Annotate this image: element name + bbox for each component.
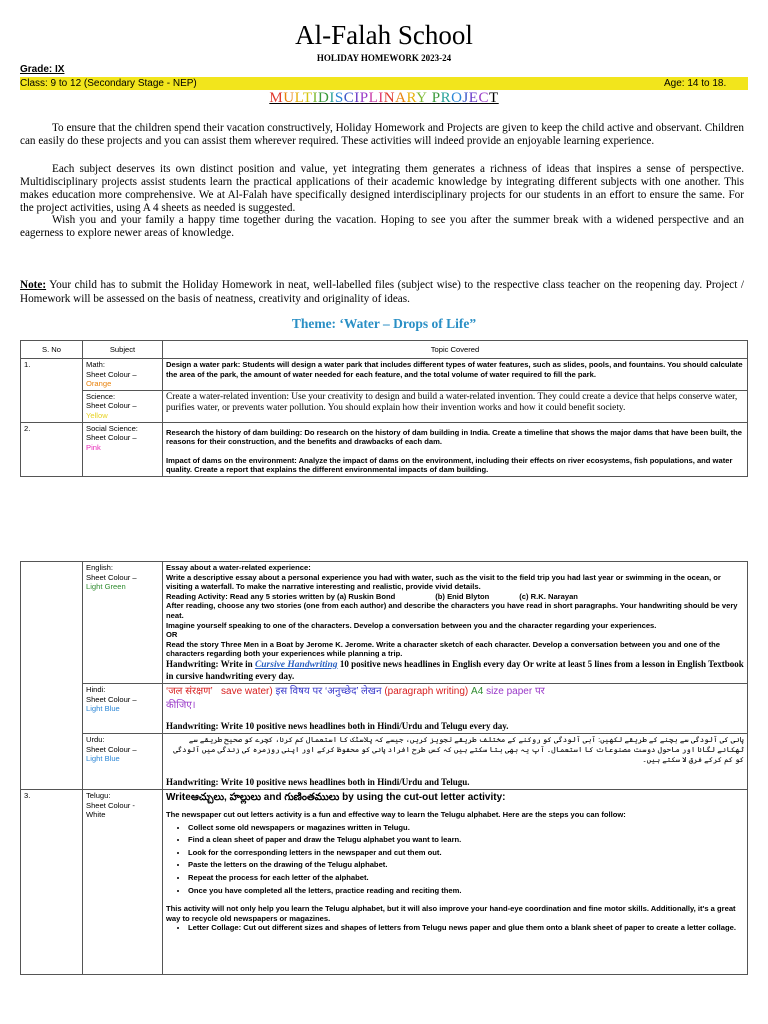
project-title-letter: R <box>406 90 417 106</box>
list-item: • Look for the corresponding letters in the newspaper and cut them out. <box>188 848 744 858</box>
subject-cell-english <box>83 562 163 684</box>
project-title-letter: L <box>368 90 379 106</box>
sheet-colour-value: Light Green <box>86 582 126 592</box>
project-title-letter: L <box>294 90 303 106</box>
table-header-row <box>21 341 748 359</box>
intro-paragraph-2: Each subject deserves its own distinct position and value, yet integrating them generates a richness of ideas that inspires a sense of perspective. Multidisciplinary projects assist students learn the practical applications of their academic knowledge by integrating different subjects with one another. This makes education more comprehensive. We at Al-Falah have specifically designed interdisciplinary projects for our students in an effort to ensure the same. For the project activities, using A 4 sheets as needed is suggested. <box>20 163 744 214</box>
table-row <box>21 733 748 789</box>
subject-name: Urdu: <box>86 734 105 744</box>
cursive-handwriting-label: Cursive Handwriting <box>254 659 338 670</box>
project-title-letter: I <box>354 90 360 106</box>
subject-cell-urdu <box>83 733 163 789</box>
project-title-letter: T <box>302 90 313 106</box>
list-item: • Paste the letters on the drawing of the Telugu alphabet. <box>188 860 744 870</box>
reading-activity <box>166 592 744 602</box>
topic-social-science <box>163 422 748 476</box>
table-row <box>21 683 748 733</box>
telugu-heading-part: ఆచ్చులు, హల్లులు and గుణింతములు <box>190 791 340 803</box>
sheet-colour-value: Light Blue <box>86 704 120 714</box>
intro-paragraph-1: To ensure that the children spend their vacation constructively, Holiday Homework and Projects are given to keep the child active and observant. Children can easily do these projects and you can assist them wherever required. These activities will indeed provide an enjoyable learning experience. <box>20 122 744 147</box>
topic-dam-history: Research the history of dam building: Do research on the history of dam building in India. Create a timeline that shows the major dams that have been built, the reasons for their construction, and the benefits and drawbacks of each dam. <box>166 427 742 447</box>
topic-dam-impact: Impact of dams on the environment: Analyze the impact of dams on the environment, including their effects on river ecosystems, fish populations, and water quality. Create a report that explains the different environmental impacts of dam building. <box>166 455 733 475</box>
project-title-letter: Y <box>416 90 428 106</box>
project-title-letter: S <box>334 90 344 106</box>
note-text: Your child has to submit the Holiday Homework in neat, well-labelled files (subject wise) to the respective class teacher on the reopening day. Project / Homework will be assessed on the basis of neatness, creativity and originality of ideas. <box>20 279 744 305</box>
project-title-letter: U <box>283 90 295 106</box>
hindi-topic-part: (paragraph writing) <box>384 685 469 697</box>
sheet-colour-value: Orange <box>86 379 112 389</box>
sheet-colour-label: Sheet Colour - <box>86 800 135 810</box>
list-item: • Collect some old newspapers or magazines written in Telugu. <box>188 823 744 833</box>
sheet-colour-label: Sheet Colour – <box>86 694 137 704</box>
project-title-letter: O <box>451 90 463 106</box>
subject-cell-hindi <box>83 683 163 733</box>
reading-author-c: (c) R.K. Narayan <box>519 591 578 601</box>
row-sno <box>21 562 83 790</box>
subject-cell-science <box>83 390 163 422</box>
list-item: • Repeat the process for each letter of the alphabet. <box>188 873 744 883</box>
table-row <box>21 390 748 422</box>
sheet-colour-label: Sheet Colour – <box>86 572 137 582</box>
english-handwriting <box>166 659 744 682</box>
telugu-benefit: This activity will not only help you learn the Telugu alphabet, but it will also improve your hand-eye coordination and fine motor skills. Additionally, it's a great way to recycle old newspapers or magazines. <box>166 904 736 923</box>
project-title-letter: N <box>383 90 396 106</box>
hindi-topic-part: save water) <box>221 685 273 697</box>
sheet-colour-value: Pink <box>86 442 101 452</box>
topic-hindi <box>163 683 748 733</box>
project-title-letter: T <box>488 90 499 106</box>
row-sno: 3. <box>21 789 83 974</box>
hw-prefix: Handwriting: Write in <box>166 658 255 669</box>
topics-table-2 <box>20 561 748 975</box>
urdu-handwriting: Handwriting: Write 10 positive news headlines both in Hindi/Urdu and Telugu. <box>166 776 470 787</box>
list-item: • Letter Collage: Cut out different sizes and shapes of letters from Telugu news paper and glue them onto a blank sheet of paper to create a letter collage. <box>188 923 744 933</box>
project-title-letter: E <box>468 90 479 106</box>
holiday-homework-subtitle: HOLIDAY HOMEWORK 2023-24 <box>316 53 452 63</box>
table-row <box>21 562 748 684</box>
hindi-topic-part: A4 <box>471 685 484 697</box>
note-label: Note: <box>20 279 47 291</box>
topic-urdu <box>163 733 748 789</box>
topic-math: Design a water park: Students will design a water park that includes different types of water features, such as slides, pools, and fountains. You should calculate the area of the park, the amount of water needed for each feature, and the total volume of water required to fill the park. <box>163 359 748 391</box>
sheet-colour-label: Sheet Colour – <box>86 433 137 443</box>
subject-name: Hindi: <box>86 684 106 694</box>
topic-science: Create a water-related invention: Use your creativity to design and build a water-related invention. They could create a device that helps conserve water, purifies water, or prevents water pollution. You should explain how their invention works and how it could benefit society. <box>163 390 748 422</box>
class-label: Class: 9 to 12 (Secondary Stage - NEP) <box>20 78 197 89</box>
project-title-letter: P <box>359 90 369 106</box>
topic-english <box>163 562 748 684</box>
subject-name: Telugu: <box>86 790 111 800</box>
class-bar <box>20 77 748 90</box>
header-subject: Subject <box>83 341 163 359</box>
sheet-colour-label: Sheet Colour – <box>86 401 137 411</box>
subject-cell-telugu <box>83 789 163 974</box>
header-topic: Topic Covered <box>163 341 748 359</box>
telugu-heading-part: Write <box>166 791 191 803</box>
or-label: OR <box>166 630 178 640</box>
three-men-task: Read the story Three Men in a Boat by Jerome K. Jerome. Write a character sketch of each character. Develop a conversation between you and one of the characters regarding both your experiences while planning a trip. <box>166 639 720 659</box>
project-title-letters <box>269 90 498 106</box>
hindi-topic-part: इस विषय पर ‘अनुच्छेद’ लेखन <box>275 685 382 697</box>
project-title-letter: J <box>462 90 469 106</box>
telugu-heading <box>166 791 744 805</box>
subject-name: Science: <box>86 391 116 401</box>
project-title-letter: R <box>440 90 452 106</box>
reading-author-b: (b) Enid Blyton <box>435 591 490 601</box>
subject-name: Social Science: <box>86 423 138 433</box>
sheet-colour-label: Sheet Colour – <box>86 369 137 379</box>
subject-name: Math: <box>86 360 105 369</box>
hindi-topic-part: कीजिए। <box>166 699 196 711</box>
list-item: • Once you have completed all the letters, practice reading and reciting them. <box>188 886 744 896</box>
project-title-letter: P <box>431 90 441 106</box>
hindi-topic-part: ‘जल संरक्षण’ <box>166 685 213 697</box>
theme-heading: Theme: ‘Water – Drops of Life” <box>291 316 477 331</box>
table-row <box>21 422 748 476</box>
table-row <box>21 359 748 391</box>
table-row <box>21 789 748 974</box>
topic-telugu <box>163 789 748 974</box>
telugu-steps-list <box>166 823 744 896</box>
sheet-colour-value: White <box>86 810 106 820</box>
project-title <box>0 90 768 107</box>
telugu-collage-list <box>166 923 744 933</box>
essay-heading: Essay about a water-related experience: <box>166 563 311 572</box>
row-sno: 2. <box>21 422 83 476</box>
telugu-heading-part: by using the cut-out letter activity: <box>339 791 506 803</box>
subject-name: English: <box>86 563 114 572</box>
grade-label: Grade: IX <box>20 64 65 75</box>
project-title-letter: I <box>378 90 384 106</box>
sheet-colour-value: Light Blue <box>86 754 120 764</box>
note-paragraph <box>20 278 744 306</box>
project-title-letter: C <box>343 90 355 106</box>
header-sno: S. No <box>21 341 83 359</box>
essay-text: Write a descriptive essay about a personal experience you had with water, such as the visit to the field trip you had last year or swimming in the ocean, or visiting a waterfall. To make the narrative interesting and realistic, provide vivid details. <box>166 572 721 592</box>
project-title-letter: D <box>318 90 330 106</box>
topics-table-1 <box>20 340 748 477</box>
list-item: • Find a clean sheet of paper and draw the Telugu alphabet you want to learn. <box>188 835 744 845</box>
imagine-conversation: Imagine yourself speaking to one of the characters. Develop a conversation between you and the character regarding your experiences. <box>166 620 657 630</box>
hw-suffix: 10 positive news headlines in English every day Or write at least 5 lines from a lesson in English Textbook in cursive handwriting every day. <box>166 658 744 681</box>
sheet-colour-label: Sheet Colour – <box>86 744 137 754</box>
telugu-intro: The newspaper cut out letters activity is a fun and effective way to learn the Telugu alphabet. Here are the steps you can follow: <box>166 809 626 819</box>
subject-cell-social-science <box>83 422 163 476</box>
hindi-topic-part: size paper पर <box>486 685 545 697</box>
school-name: Al-Falah School <box>295 20 473 50</box>
age-label: Age: 14 to 18. <box>664 78 727 89</box>
hindi-handwriting: Handwriting: Write 10 positive news headlines both in Hindi/Urdu and Telugu every day. <box>166 720 509 731</box>
project-title-letter: C <box>478 90 489 106</box>
subject-cell-math <box>83 359 163 391</box>
project-title-letter: M <box>269 90 284 106</box>
project-title-letter: I <box>312 90 319 106</box>
reading-author-a: Reading Activity: Read any 5 stories written by (a) Ruskin Bond <box>166 591 396 601</box>
project-title-letter: I <box>329 90 335 106</box>
urdu-topic: پانی کی آلودگی سے بچنے کے طریقے لکھیں: آبی آلودگی کو روکنے کے مختلف طریقے تجویز کریں، جیسے کہ پلاسٹک کا استعمال کم کرنا، کچرے کو صحیح طریقے سے ٹھکانے لگانا اور ماحول دوست مصنوعات کا استعمال۔ آپ یہ بھی بتا سکتے ہیں کہ کس طرح افراد پانی کو محفوظ کرکے اور اپنی روزمرہ کی زندگی میں آلودگی کو کم کرکے فرق لا سکتے ہیں۔ <box>173 734 744 764</box>
row-sno: 1. <box>21 359 83 423</box>
project-title-letter: A <box>395 90 407 106</box>
after-reading: After reading, choose any two stories (one from each author) and describe the characters you have read in short paragraphs. Your handwriting should be very neat. <box>166 601 738 620</box>
hindi-topic <box>166 685 744 713</box>
sheet-colour-value: Yellow <box>86 410 108 420</box>
intro-paragraph-3: Wish you and your family a happy time together during the vacation. Hoping to see you after the summer break with a widened perspective and an eagerness to explore newer areas of knowledge. <box>20 214 744 239</box>
